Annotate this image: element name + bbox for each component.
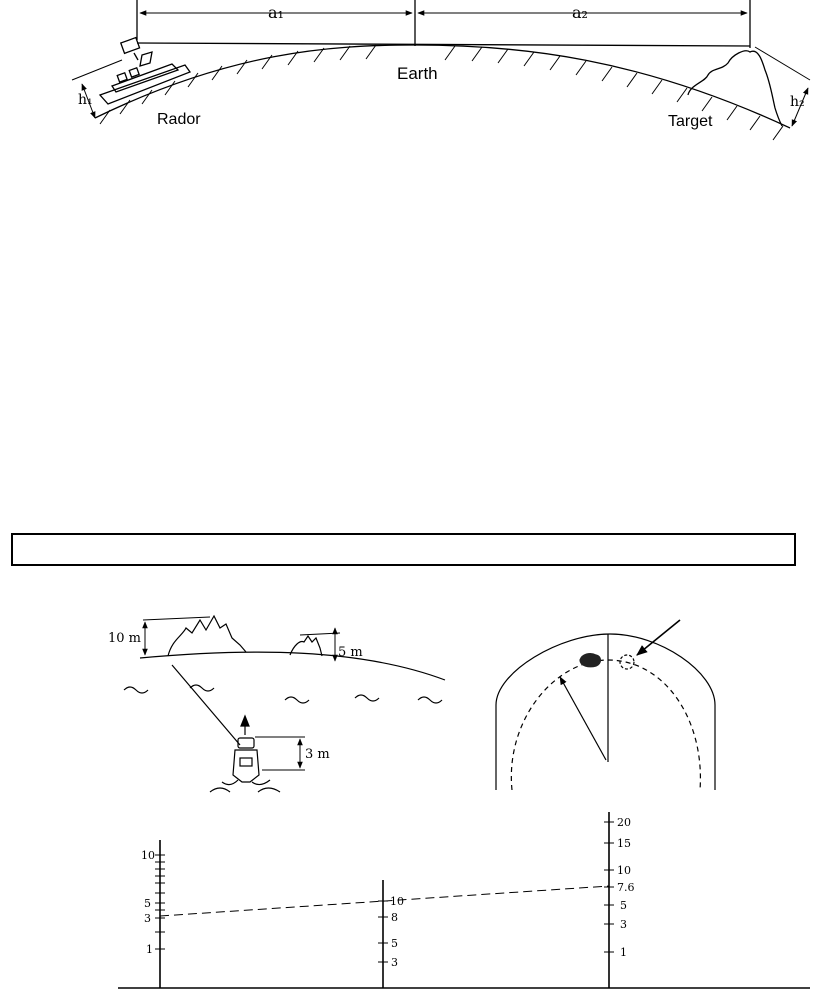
radar-ship-icon bbox=[100, 38, 190, 104]
left-scale-tick-label: 1 bbox=[146, 943, 153, 956]
pointer-arrow bbox=[637, 620, 680, 655]
figure2-labels bbox=[108, 631, 363, 762]
range-arrow bbox=[560, 677, 606, 760]
5m-label: 5 m bbox=[338, 645, 363, 660]
nomogram bbox=[118, 812, 810, 988]
right-scale-tick-label: 3 bbox=[620, 918, 627, 931]
line-of-sight bbox=[172, 665, 240, 745]
nomogram-labels bbox=[141, 816, 635, 969]
h2-label: h₂ bbox=[790, 94, 805, 110]
a1-label: a₁ bbox=[268, 3, 284, 22]
right-scale-tick-label: 7.6 bbox=[617, 881, 635, 894]
earth-label: Earth bbox=[397, 64, 438, 83]
right-scale-tick-label: 20 bbox=[617, 816, 631, 829]
mountain-large-icon bbox=[168, 616, 246, 656]
middle-scale-tick-label: 8 bbox=[391, 911, 398, 924]
radar-display-figure bbox=[496, 620, 715, 790]
right-scale-tick-label: 15 bbox=[617, 837, 631, 850]
middle-scale-tick-label: 5 bbox=[391, 937, 398, 950]
middle-scale-tick-label: 3 bbox=[391, 956, 398, 969]
left-scale-tick-label: 3 bbox=[144, 912, 151, 925]
h1-label: h₁ bbox=[78, 92, 93, 108]
a2-label: a₂ bbox=[572, 3, 588, 22]
nomogram-solution-line bbox=[160, 886, 609, 916]
right-scale-tick-label: 1 bbox=[620, 946, 627, 959]
target-label: Target bbox=[668, 113, 713, 130]
left-scale-tick-label: 10 bbox=[141, 849, 155, 862]
caption-box bbox=[11, 533, 796, 566]
horizon-curve bbox=[140, 652, 445, 680]
left-scale-tick-label: 5 bbox=[144, 897, 151, 910]
3m-label: 3 m bbox=[305, 747, 330, 762]
ship-coast-figure bbox=[124, 616, 445, 792]
range-ring-dashed bbox=[511, 660, 700, 790]
figure1-labels bbox=[78, 3, 805, 130]
middle-scale-tick-label: 10 bbox=[390, 895, 404, 908]
echo-blob bbox=[580, 654, 601, 667]
right-scale-tick-label: 5 bbox=[620, 899, 627, 912]
10m-label: 10 m bbox=[108, 631, 142, 646]
radar-label: Rador bbox=[157, 111, 201, 128]
own-ship-icon bbox=[210, 716, 280, 792]
right-scale-tick-label: 10 bbox=[617, 864, 631, 877]
